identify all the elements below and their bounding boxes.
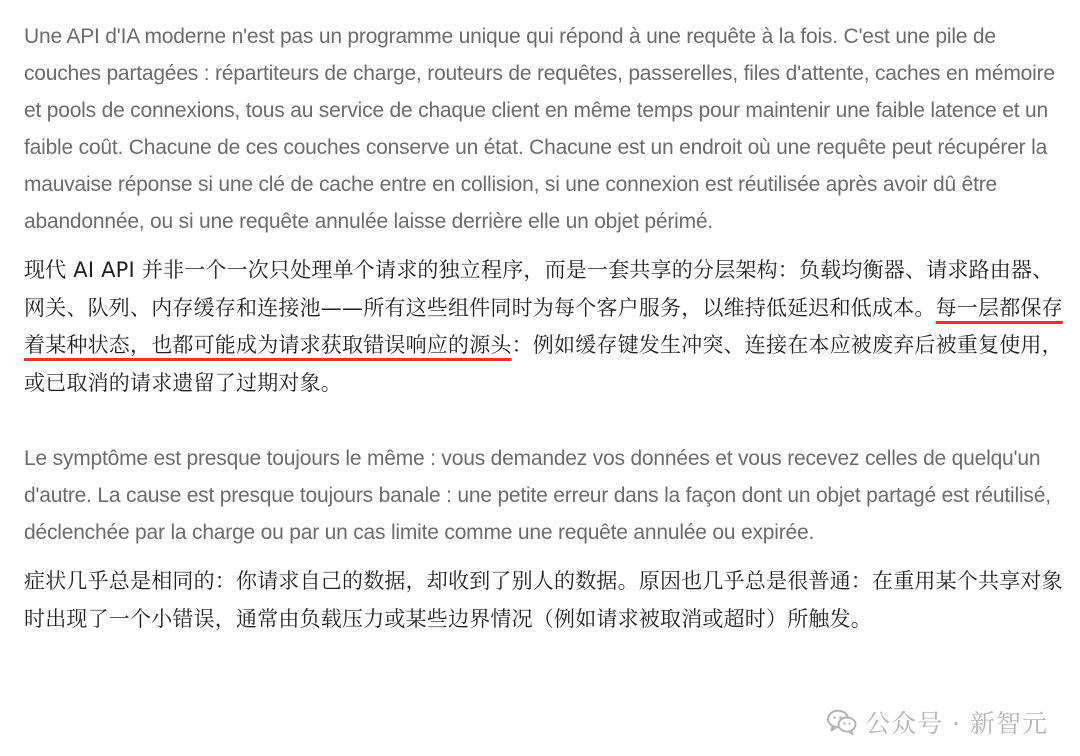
wechat-icon	[827, 709, 857, 735]
watermark-text: 公众号 · 新智元	[865, 709, 1048, 738]
highlighted-sentence: 每一层都保存着某种状态，也都可能成为请求获取错误响应的源头	[24, 295, 1063, 357]
paragraph-french-1: Une API d'IA moderne n'est pas un programme unique qui répond à une requête à la fois. C'est une pile de couches partagées : répartiteurs de charge, routeurs de requêtes, passerelles, files d'attente, caches en mémoire et pools de connexions, tous au service de chaque client en même temps pour maintenir une faible latence et un faible coût. Chacune de ces couches conserve un état. Chacune est un endroit où une requête peut récupérer la mauvaise réponse si une clé de cache entre en collision, si une connexion est réutilisée après avoir dû être abandonnée, ou si une requête annulée laisse derrière elle un objet périmé.	[24, 25, 1055, 233]
paragraph-chinese-2: 症状几乎总是相同的：你请求自己的数据，却收到了别人的数据。原因也几乎总是很普通：在重用某个共享对象时出现了一个小错误，通常由负载压力或某些边界情况（例如请求被取消或超时）所触发。	[24, 569, 1063, 631]
watermark	[827, 704, 1048, 740]
paragraph-chinese-1	[24, 252, 1064, 402]
paragraph-chinese-1-end: ：例如缓存键发生冲突、连接在本应被废弃后被重复使用，或已取消的请求遗留了过期对象。	[24, 333, 1063, 395]
article-body	[24, 18, 1064, 638]
paragraph-chinese-1-start: 现代 AI API 并非一个一次只处理单个请求的独立程序，而是一套共享的分层架构：负载均衡器、请求路由器、网关、队列、内存缓存和连接池——所有这些组件同时为每个客户服务，以维持低延迟和低成本。	[24, 258, 1054, 320]
paragraph-french-2: Le symptôme est presque toujours le même : vous demandez vos données et vous recevez celles de quelqu'un d'autre. La cause est presque toujours banale : une petite erreur dans la façon dont un objet partagé est réutilisé, déclenchée par la charge ou par un cas limite comme une requête annulée ou expirée.	[24, 447, 1051, 544]
